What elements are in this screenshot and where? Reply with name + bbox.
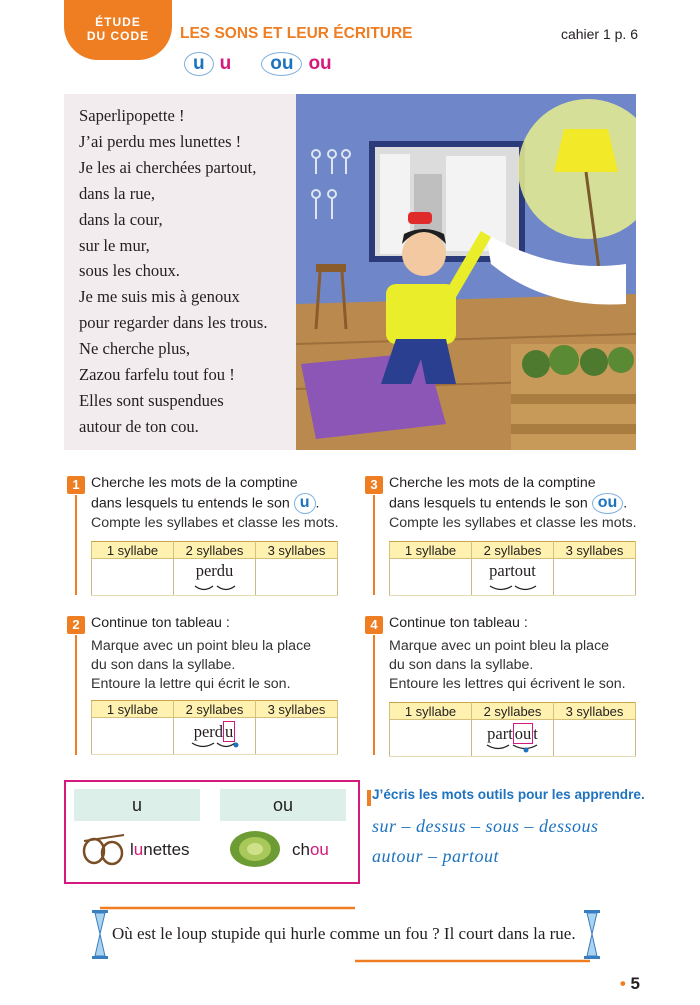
table-header: 3 syllabes [256,701,338,718]
poem-line: sur le mur, [79,235,150,255]
syllable-arcs [488,585,538,593]
poem-line: Zazou farfelu tout fou ! [79,365,235,385]
hourglass-right-icon [584,910,600,959]
exercise-3-number: 3 [365,476,383,494]
table-header: 1 syllabe [390,703,472,720]
exercise-3-period: . [623,495,628,512]
table-header: 2 syllabes [472,542,554,559]
page-number-value: 5 [630,974,640,993]
syllable-table-3 [389,541,636,596]
table-cell [390,559,472,596]
page-number: • 5 [619,974,640,993]
table-header: 2 syllabes [174,701,256,718]
word-t: t [533,723,538,743]
syllable-arcs [190,742,240,751]
card-ou-word-a: ch [292,840,310,859]
table-header: 3 syllabes [256,542,338,559]
illustration [296,94,636,450]
poem-line: dans la rue, [79,183,156,203]
tab-line2: DU CODE [86,29,150,43]
card-u-head: u [74,789,200,821]
circled-letter-u: u [225,721,234,741]
exercise-2-number: 2 [67,616,85,634]
mots-outils-marker [367,790,371,806]
table-cell [92,718,174,755]
sound-u-bubble: u [184,52,214,76]
card-u-word-b: u [133,840,144,859]
table-header: 2 syllabes [472,703,554,720]
mots-outils-title: J’écris les mots outils pour les apprendre. [372,787,645,802]
table-header: 3 syllabes [554,703,636,720]
table-cell [554,559,636,596]
table-cell [174,559,256,596]
word-part: part [487,723,513,743]
card-u-word-c: nettes [143,840,190,859]
table-cell [390,720,472,757]
syllable-arcs [193,585,237,593]
sound-reference-box [64,780,360,884]
circled-letters-ou: ou [514,723,532,743]
exercise-1 [72,474,341,533]
syllable-table-2 [91,700,338,755]
exercise-3-line2 [389,493,639,514]
exercise-2 [72,614,341,694]
exercise-2-line1: Marque avec un point bleu la place [91,638,312,654]
poem-line: autour de ton cou. [79,416,199,436]
exercise-1-line2 [91,493,341,514]
exercise-3-line2-text: dans lesquels tu entends le son [389,495,588,512]
poem-line: Je les ai cherchées partout, [79,157,257,177]
mots-outils-line1: sur – dessus – sous – dessous [372,816,599,836]
mots-outils-line2: autour – partout [372,846,500,866]
sounds-row [184,50,332,78]
exercise-2-line3: Entoure la lettre qui écrit le son. [91,676,291,692]
syllable-table-1 [91,541,338,596]
syllable-arcs [485,744,541,753]
poem-line: Saperlipopette ! [79,106,185,125]
glasses-icon [80,831,128,867]
card-u-word [130,840,190,860]
poem-line: Ne cherche plus, [79,339,191,359]
exercise-4-line3: Entoure les lettres qui écrivent le son. [389,676,626,692]
word-perdu: perdu [195,561,234,580]
table-cell [174,718,256,755]
card-u [74,789,200,873]
exercise-4 [370,614,639,694]
syllable-table-4 [389,702,636,757]
cabbage-icon [228,829,282,869]
table-cell [92,559,174,596]
exercise-3-instruction: Compte les syllabes et classe les mots. [389,515,637,531]
exercise-4-line1: Marque avec un point bleu la place [389,638,610,654]
table-cell [256,559,338,596]
sound-ou-letter: ou [308,53,332,74]
table-cell [554,720,636,757]
poem-line: sous les choux. [79,261,180,281]
poem-line: pour regarder dans les trous. [79,313,268,333]
sound-ou-bubble: ou [261,52,302,76]
exercise-1-number: 1 [67,476,85,494]
table-cell [256,718,338,755]
exercise-4-number: 4 [365,616,383,634]
exercise-1-period: . [315,495,320,512]
exercise-3 [370,474,639,533]
hourglass-left-icon [92,910,108,959]
table-cell [472,559,554,596]
page-title: LES SONS ET LEUR ÉCRITURE [180,25,413,42]
word-partout: partout [489,561,536,580]
exercise-1-instruction: Compte les syllabes et classe les mots. [91,515,339,531]
table-cell [472,720,554,757]
table-header: 2 syllabes [174,542,256,559]
tab-line1: ÉTUDE [95,15,141,29]
exercise-4-title: Continue ton tableau : [389,615,528,631]
poem-line: Elles sont suspendues [79,390,224,410]
fluency-sentence: Où est le loup stupide qui hurle comme un fou ? Il court dans la rue. [112,924,576,943]
poem-line: Je me suis mis à genoux [79,287,240,307]
table-header: 1 syllabe [390,542,472,559]
card-ou-word [292,840,329,860]
poem-box [64,94,308,450]
exercise-1-line2-text: dans lesquels tu entends le son [91,495,290,512]
table-header: 1 syllabe [92,701,174,718]
table-header: 1 syllabe [92,542,174,559]
exercise-1-sound-bubble: u [294,493,316,514]
exercise-2-title: Continue ton tableau : [91,615,230,631]
exercise-3-sound-bubble: ou [592,493,624,514]
exercise-3-line1: Cherche les mots de la comptine [389,475,596,491]
sound-u-letter: u [219,53,232,74]
notebook-reference: cahier 1 p. 6 [560,26,638,42]
poem-line: J’ai perdu mes lunettes ! [79,131,242,151]
card-ou [220,789,346,873]
exercise-2-line2: du son dans la syllabe. [91,657,236,673]
section-tab [64,0,172,60]
word-perd: perd [193,721,224,741]
card-ou-word-b: ou [309,840,329,859]
poem-line: dans la cour, [79,209,163,229]
card-u-word-a: l [130,840,134,859]
card-ou-head: ou [220,789,346,821]
table-header: 3 syllabes [554,542,636,559]
exercise-4-line2: du son dans la syllabe. [389,657,534,673]
exercise-1-line1: Cherche les mots de la comptine [91,475,298,491]
